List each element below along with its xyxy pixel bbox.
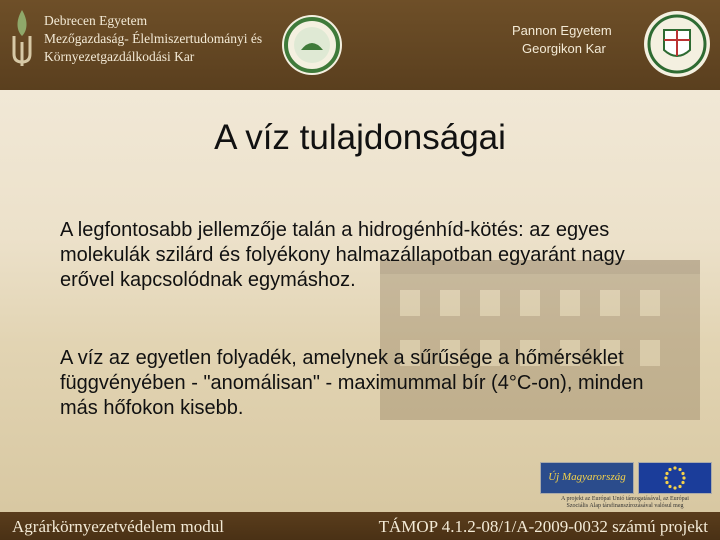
institution-right xyxy=(512,22,612,58)
paragraph-hydrogen-bond: A legfontosabb jellemzője talán a hidrogénhíd-kötés: az egyes molekulák szilárd és folyékony halmazállapotban egyaránt nagy erővel kapcsolódnak egymáshoz. xyxy=(60,219,625,291)
university-logo-icon xyxy=(4,6,40,70)
institution-left-line1: Debrecen Egyetem xyxy=(44,13,148,28)
eu-flag-icon xyxy=(638,462,712,494)
institution-left xyxy=(44,12,262,66)
georgikon-seal-icon xyxy=(642,8,712,80)
paragraph-density-anomaly: A víz az egyetlen folyadék, amelynek a sűrűsége a hőmérséklet függvényében - "anomálisan" - maximummal bír (4°C-on), minden más hőfokon kisebb. xyxy=(60,347,644,419)
hu-logo-text: Új Magyarország xyxy=(548,471,626,483)
faculty-seal-icon xyxy=(281,14,343,76)
header-bar xyxy=(0,0,720,90)
slide-title: A víz tulajdonságai xyxy=(214,118,506,157)
eu-funding-box xyxy=(534,460,716,510)
eu-note-line2: Szociális Alap társfinanszírozásával valósul meg xyxy=(566,503,684,509)
footer-bar xyxy=(0,512,720,540)
footer-project-id: TÁMOP 4.1.2-08/1/A-2009-0032 számú projekt xyxy=(378,517,708,536)
eu-funding-note xyxy=(534,496,716,510)
eu-note-line1: A projekt az Európai Unió támogatásával, az Európai xyxy=(561,496,689,502)
footer-module-name: Agrárkörnyezetvédelem modul xyxy=(12,517,224,536)
uj-magyarorszag-logo xyxy=(540,462,634,494)
institution-right-line2: Georgikon Kar xyxy=(522,41,606,56)
institution-right-line1: Pannon Egyetem xyxy=(512,23,612,38)
institution-left-line3: Környezetgazdálkodási Kar xyxy=(44,49,195,64)
institution-left-line2: Mezőgazdaság- Élelmiszertudományi és xyxy=(44,31,263,46)
